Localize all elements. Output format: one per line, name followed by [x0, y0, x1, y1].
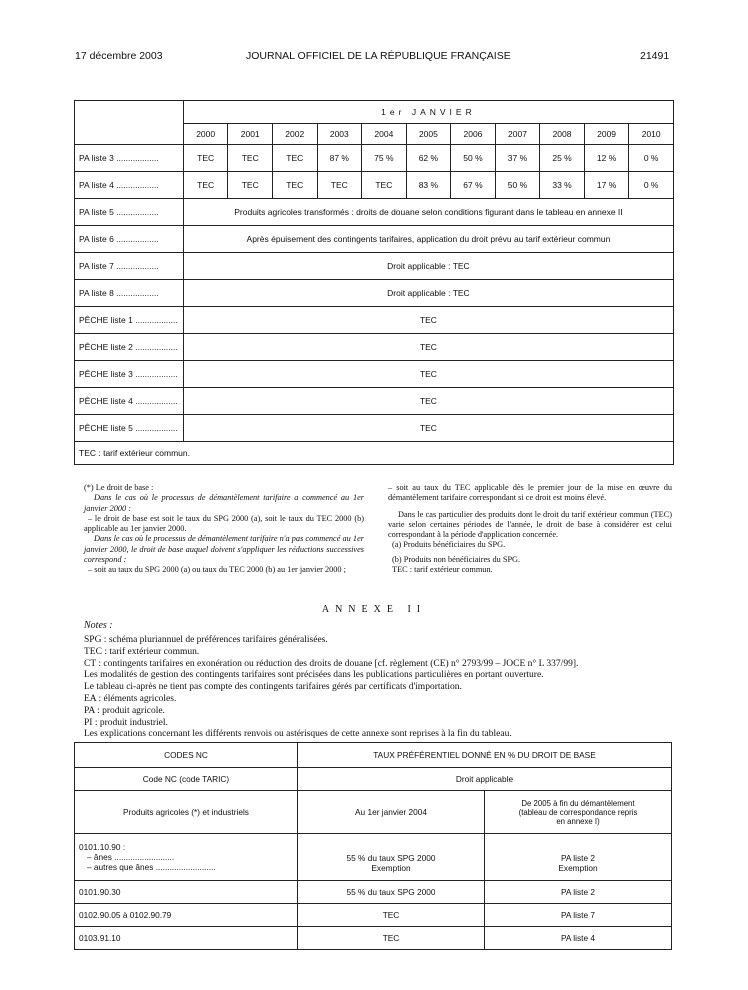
rate-span-cell: TEC — [183, 415, 673, 442]
rate-2005-onward: PA liste 7 — [561, 910, 595, 920]
year-header: 2003 — [317, 124, 362, 145]
rate-cell: TEC — [317, 172, 362, 199]
note-case-started: Dans le cas où le processus de démantèlement tarifaire a commencé au 1er janvier 2000 : — [84, 493, 364, 513]
table-row — [75, 881, 672, 904]
janvier-header: 1er JANVIER — [183, 101, 673, 124]
rate-cell: TEC — [228, 145, 273, 172]
schedule-row — [75, 172, 674, 199]
note-case-not-started: Dans le cas où le processus de démantèlement tarifaire n'a pas commencé au 1er janvier 2000, le droit de base auquel doivent s'appliquer les réductions successives correspond : — [84, 534, 364, 565]
note-tec-rate: – soit au taux du TEC applicable dès le premier jour de la mise en œuvre du démantèlement tarifaire correspondant si ce droit est moins élevé. — [388, 483, 672, 503]
nc-code: 0102.90.05 à 0102.90.79 — [79, 910, 172, 920]
year-header: 2001 — [228, 124, 273, 145]
code-taric-header: Code NC (code TARIC) — [75, 768, 298, 791]
droit-applicable-header: Droit applicable — [298, 768, 672, 791]
rate-span-cell: Produits agricoles transformés : droits de douane selon conditions figurant dans le tableau en annexe II — [183, 199, 673, 226]
rate-cell: TEC — [183, 172, 228, 199]
nc-subitem: – ânes — [87, 852, 112, 862]
schedule-row — [75, 415, 674, 442]
row-label: PÊCHE liste 5 — [79, 423, 133, 433]
note-a: (a) Produits bénéficiaires du SPG. — [392, 540, 506, 550]
produits-header: Produits agricoles (*) et industriels — [75, 791, 298, 834]
leader-dots: .................. — [113, 207, 159, 217]
nc-code: 0101.10.90 : — [79, 842, 126, 852]
leader-dots: .................. — [113, 261, 159, 271]
annexe-note-line: TEC : tarif extérieur commun. — [84, 646, 200, 657]
annexe-note-line: CT : contingents tarifaires en exonération ou réduction des droits de douane [cf. règlement (CE) n° 2793/99 – JOCE n° L 337/99]. — [84, 658, 579, 669]
leader-dots: .................. — [113, 153, 159, 163]
row-label: PA liste 8 — [79, 288, 114, 298]
schedule-row — [75, 199, 674, 226]
annexe-title: ANNEXE II — [321, 604, 427, 615]
annexe-rates-table — [74, 742, 672, 950]
annexe-notes — [84, 635, 684, 741]
leader-dots: .................. — [132, 396, 178, 406]
nc-code: 0103.91.10 — [79, 933, 121, 943]
rate-span-cell: TEC — [183, 334, 673, 361]
rate-cell: TEC — [272, 145, 317, 172]
rate-cell: TEC — [362, 172, 407, 199]
de-2005-header: De 2005 à fin du démantèlement (tableau de correspondance repris en annexe I) — [485, 791, 672, 834]
rate-cell: 25 % — [540, 145, 585, 172]
note-b: (b) Produits non bénéficiaires du SPG. — [392, 554, 521, 564]
row-label-header — [75, 101, 184, 145]
notes-left — [84, 483, 364, 576]
year-header: 2008 — [540, 124, 585, 145]
row-label: PÊCHE liste 4 — [79, 396, 133, 406]
annexe-note-line: Les modalités de gestion des contingents tarifaires sont précisées dans les publications particulières en portant ouverture. — [84, 670, 544, 681]
year-header: 2002 — [272, 124, 317, 145]
leader-dots: .................. — [113, 234, 159, 244]
rate-cell: TEC — [272, 172, 317, 199]
dismantling-schedule-table — [74, 100, 674, 465]
row-label: PA liste 5 — [79, 207, 114, 217]
rate-cell: 75 % — [362, 145, 407, 172]
note-tec: TEC : tarif extérieur commun. — [392, 565, 493, 575]
annexe-note-line: Les explications concernant les différents renvois ou astérisques de cette annexe sont reprises à la fin du tableau. — [84, 729, 512, 740]
rate-cell: 12 % — [584, 145, 629, 172]
rate-cell: 17 % — [584, 172, 629, 199]
leader-dots: .......................... — [153, 862, 216, 872]
rate-span-cell: TEC — [183, 388, 673, 415]
schedule-row — [75, 280, 674, 307]
rate-2004: Exemption — [371, 862, 411, 873]
schedule-row — [75, 307, 674, 334]
rate-cell: TEC — [228, 172, 273, 199]
schedule-row — [75, 145, 674, 172]
rate-2005-onward: PA liste 2 — [561, 852, 595, 863]
leader-dots: .................. — [113, 288, 159, 298]
year-header: 2000 — [183, 124, 228, 145]
rate-cell: 83 % — [406, 172, 451, 199]
schedule-row — [75, 334, 674, 361]
year-header: 2010 — [629, 124, 674, 145]
annexe-note-line: Le tableau ci-après ne tient pas compte des contingents tarifaires gérés par certificats d'importation. — [84, 682, 462, 693]
notes-right — [388, 483, 672, 575]
rate-2005-onward: PA liste 4 — [561, 933, 595, 943]
rate-cell: 0 % — [629, 172, 674, 199]
header-page-number: 21491 — [640, 50, 670, 62]
note-either-rate: – soit au taux du SPG 2000 (a) ou taux du TEC 2000 (b) au 1er janvier 2000 ; — [88, 565, 346, 575]
rate-cell: 67 % — [451, 172, 496, 199]
table-row — [75, 927, 672, 950]
row-label: PA liste 4 — [79, 180, 114, 190]
rate-cell: 37 % — [495, 145, 540, 172]
row-label: PA liste 6 — [79, 234, 114, 244]
year-header: 2006 — [451, 124, 496, 145]
rate-span-cell: Droit applicable : TEC — [183, 253, 673, 280]
rate-cell: 50 % — [451, 145, 496, 172]
annexe-note-line: PI : produit industriel. — [84, 717, 168, 728]
header-journal: JOURNAL OFFICIEL DE LA RÉPUBLIQUE FRANÇAISE — [246, 50, 511, 62]
year-header: 2004 — [362, 124, 407, 145]
rate-2004: TEC — [382, 933, 400, 943]
rate-span-cell: TEC — [183, 361, 673, 388]
rate-2004: 55 % du taux SPG 2000 — [346, 852, 436, 863]
rate-cell: 33 % — [540, 172, 585, 199]
leader-dots: .................. — [132, 315, 178, 325]
rate-span-cell: Après épuisement des contingents tarifaires, application du droit prévu au tarif extérieur commun — [183, 226, 673, 253]
schedule-row — [75, 388, 674, 415]
row-label: PÊCHE liste 1 — [79, 315, 133, 325]
codes-nc-header: CODES NC — [75, 743, 298, 768]
leader-dots: .......................... — [111, 852, 175, 862]
schedule-row — [75, 226, 674, 253]
note-base-rate: – le droit de base est soit le taux du SPG 2000 (a), soit le taux du TEC 2000 (b) applicable au 1er janvier 2000. — [84, 513, 364, 534]
year-header: 2005 — [406, 124, 451, 145]
annexe-notes-label: Notes : — [84, 620, 113, 631]
rate-cell: 87 % — [317, 145, 362, 172]
nc-subitem: – autres que ânes — [87, 862, 154, 872]
row-label: PÊCHE liste 3 — [79, 369, 133, 379]
rate-cell: 50 % — [495, 172, 540, 199]
schedule-row — [75, 253, 674, 280]
table-row — [75, 904, 672, 927]
table1-footnote: TEC : tarif extérieur commun. — [75, 442, 674, 465]
rate-cell: 62 % — [406, 145, 451, 172]
table-row — [75, 834, 672, 881]
header-date: 17 décembre 2003 — [75, 50, 163, 62]
annexe-note-line: EA : éléments agricoles. — [84, 693, 177, 704]
rate-2004: 55 % du taux SPG 2000 — [346, 887, 436, 897]
year-header: 2009 — [584, 124, 629, 145]
note-base: (*) Le droit de base : — [84, 483, 154, 492]
nc-code: 0101.90.30 — [79, 887, 121, 897]
row-label: PA liste 7 — [79, 261, 114, 271]
taux-header: TAUX PRÉFÉRENTIEL DONNÉ EN % DU DROIT DE BASE — [298, 743, 672, 768]
row-label: PA liste 3 — [79, 153, 114, 163]
rate-2005-onward: PA liste 2 — [561, 887, 595, 897]
rate-cell: 0 % — [629, 145, 674, 172]
rate-span-cell: TEC — [183, 307, 673, 334]
rate-span-cell: Droit applicable : TEC — [183, 280, 673, 307]
year-header: 2007 — [495, 124, 540, 145]
au-2004-header: Au 1er janvier 2004 — [298, 791, 485, 834]
schedule-row — [75, 361, 674, 388]
leader-dots: .................. — [113, 180, 159, 190]
row-label: PÊCHE liste 2 — [79, 342, 133, 352]
leader-dots: .................. — [132, 369, 178, 379]
leader-dots: .................. — [132, 342, 178, 352]
annexe-note-line: SPG : schéma pluriannuel de préférences tarifaires généralisées. — [84, 635, 328, 645]
annexe-note-line: PA : produit agricole. — [84, 705, 165, 716]
rate-2004: TEC — [382, 910, 400, 920]
leader-dots: .................. — [132, 423, 178, 433]
rate-cell: TEC — [183, 145, 228, 172]
note-particular-case: Dans le cas particulier des produits dont le droit du tarif extérieur commun (TEC) varie selon certaines périodes de l'année, le droit de base à considérer est celui correspondant à la période d'application concernée. — [388, 509, 672, 540]
rate-2005-onward: Exemption — [558, 862, 598, 873]
